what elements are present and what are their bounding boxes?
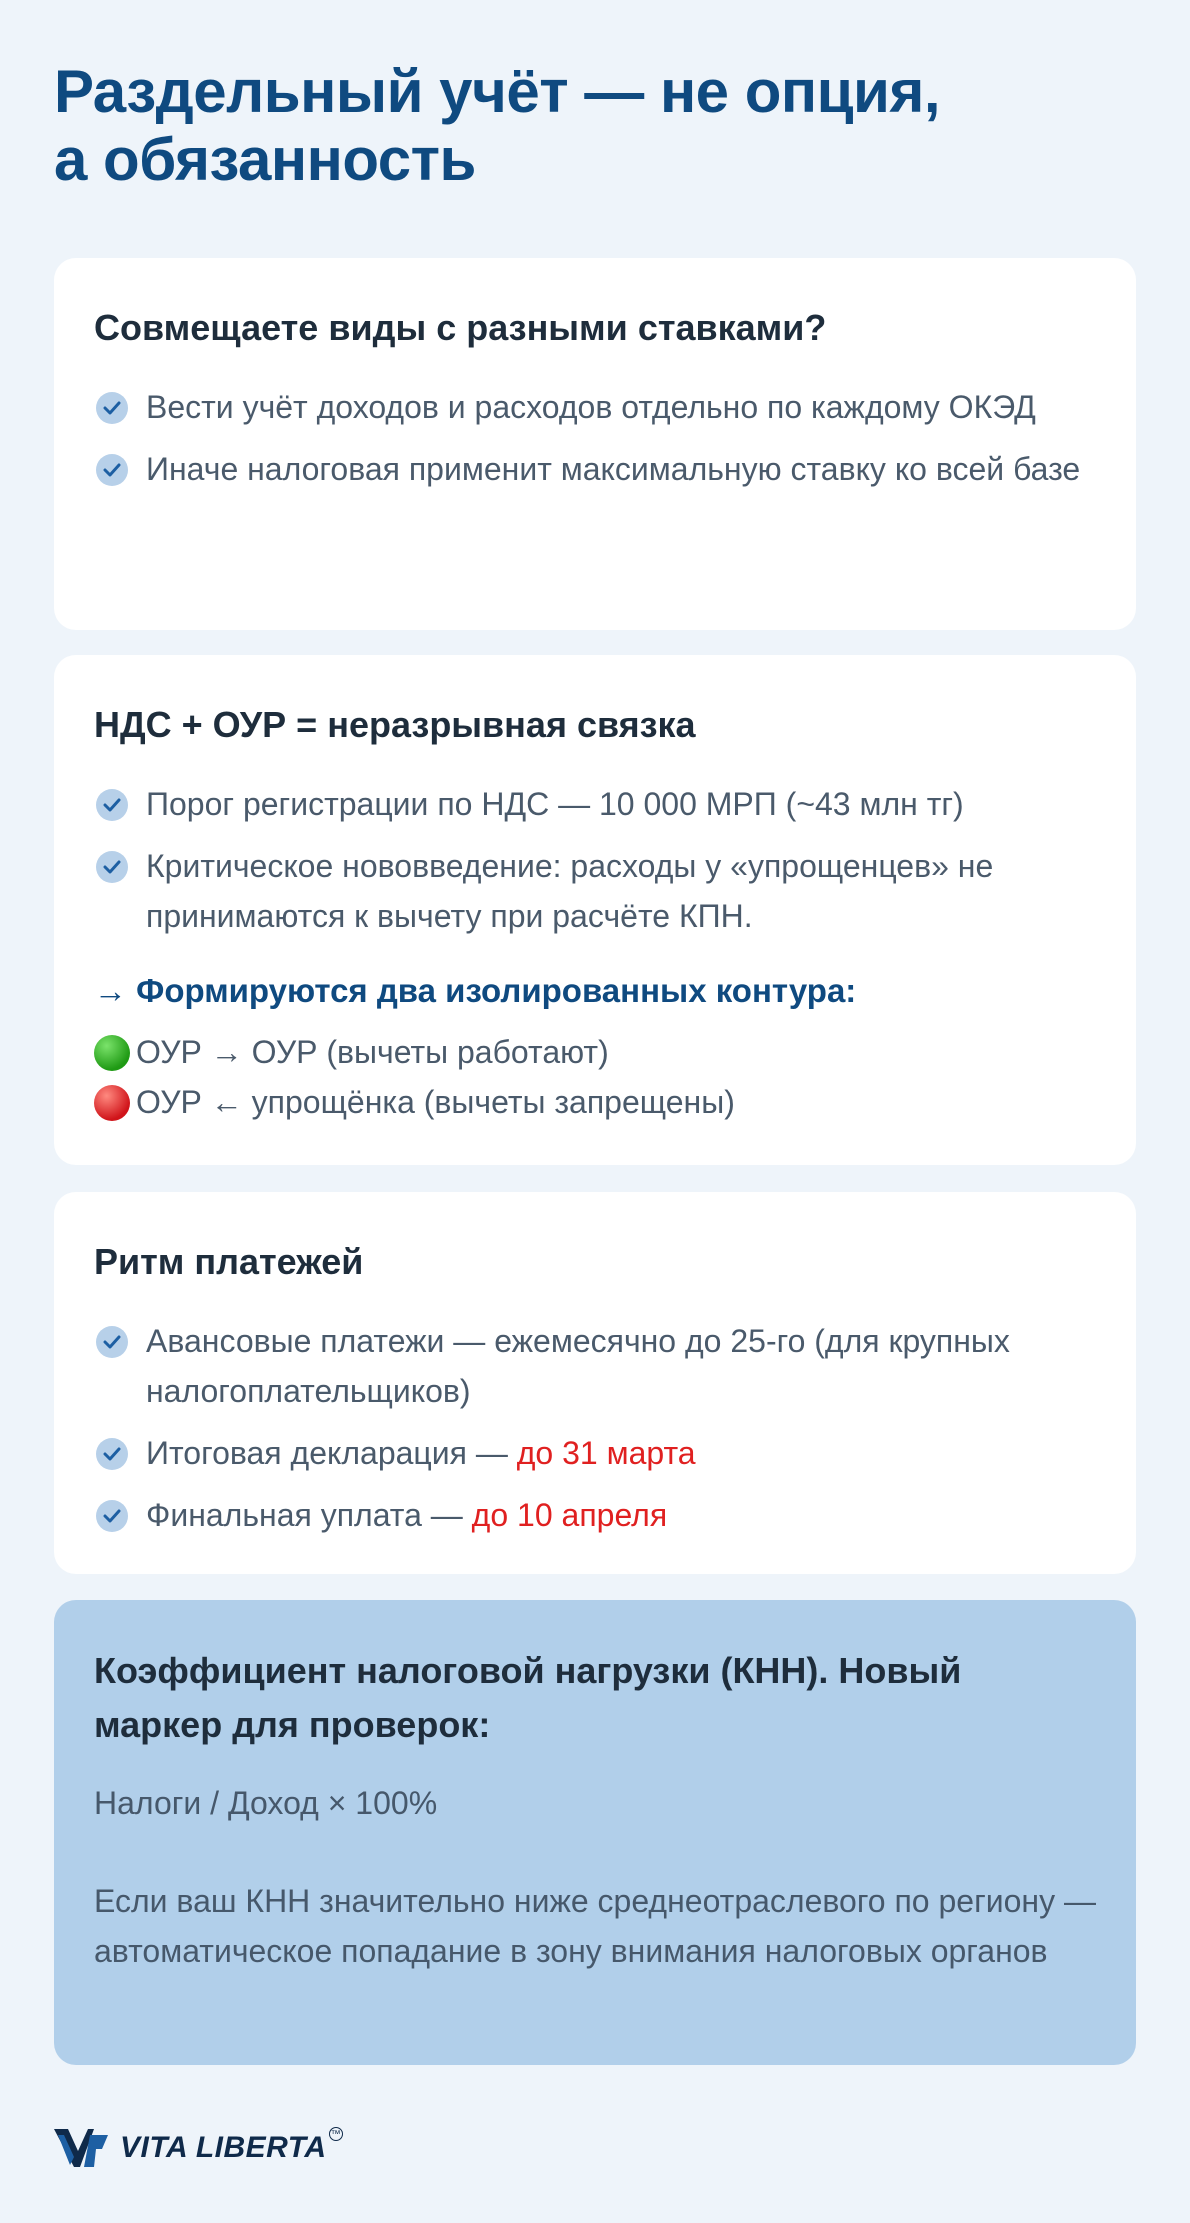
green-circle-icon: [94, 1035, 130, 1071]
vita-liberta-logo-icon: [54, 2127, 110, 2169]
card-vat-our: [54, 655, 1136, 1165]
red-circle-icon: [94, 1085, 130, 1121]
formula-text: Налоги / Доход × 100%: [94, 1785, 438, 1821]
card-heading: Совмещаете виды с разными ставками?: [94, 307, 827, 348]
list-item-text: Вести учёт доходов и расходов отдельно по каждому ОКЭД: [146, 389, 1036, 425]
check-icon: [96, 851, 128, 883]
list-item-text: Порог регистрации по НДС — 10 000 МРП (~43 млн тг): [146, 786, 964, 822]
list-item: [94, 382, 1096, 432]
card-separate-accounting: [54, 258, 1136, 630]
checklist: [94, 382, 1096, 494]
check-icon: [96, 392, 128, 424]
card-tax-burden-coefficient: [54, 1600, 1136, 2065]
list-item: [94, 779, 1096, 829]
checklist: [94, 1316, 1096, 1540]
check-icon: [96, 789, 128, 821]
contour-row: [94, 1027, 1096, 1077]
card-heading: Коэффициент налоговой нагрузки (КНН). Новый маркер для проверок:: [94, 1650, 962, 1745]
deadline-text: до 10 апреля: [471, 1497, 668, 1533]
trademark-mark: ™: [330, 2128, 341, 2140]
list-item-text: Критическое нововведение: расходы у «упрощенцев» не принимаются к вычету при расчёте КПН.: [146, 848, 994, 934]
list-item: [94, 841, 1096, 941]
list-item-text: Иначе налоговая применит максимальную ставку ко всей базе: [146, 451, 1081, 487]
list-item-text: Итоговая декларация —: [146, 1435, 517, 1471]
check-icon: [96, 1500, 128, 1532]
page-title-line-1: Раздельный учёт — не опция,: [54, 58, 941, 125]
checklist: [94, 779, 1096, 941]
page-title-line-2: а обязанность: [54, 126, 476, 193]
contour-text: ОУР ← упрощёнка (вычеты запрещены): [136, 1084, 735, 1120]
list-item-text: Финальная уплата —: [146, 1497, 472, 1533]
card-payment-rhythm: [54, 1192, 1136, 1574]
page-title: [54, 58, 1134, 194]
contour-row: [94, 1077, 1096, 1127]
deadline-text: до 31 марта: [516, 1435, 696, 1471]
card-heading: Ритм платежей: [94, 1241, 364, 1282]
check-icon: [96, 1326, 128, 1358]
list-item-text: Авансовые платежи — ежемесячно до 25-го (для крупных налогоплательщиков): [146, 1323, 1010, 1409]
check-icon: [96, 1438, 128, 1470]
card-heading: НДС + ОУР = неразрывная связка: [94, 704, 696, 745]
list-item: [94, 444, 1096, 494]
list-item: [94, 1428, 1096, 1478]
note-text: Если ваш КНН значительно ниже среднеотраслевого по региону — автоматическое попадание в зону внимания налоговых органов: [94, 1883, 1096, 1969]
contours-list: [94, 1027, 1096, 1127]
brand-name: VITA LIBERTA: [120, 2131, 327, 2164]
list-item: [94, 1316, 1096, 1416]
contour-text: ОУР → ОУР (вычеты работают): [136, 1034, 609, 1070]
brand-logo: [54, 2126, 343, 2170]
check-icon: [96, 454, 128, 486]
contours-subheading: → Формируются два изолированных контура:: [94, 972, 857, 1009]
list-item: [94, 1490, 1096, 1540]
